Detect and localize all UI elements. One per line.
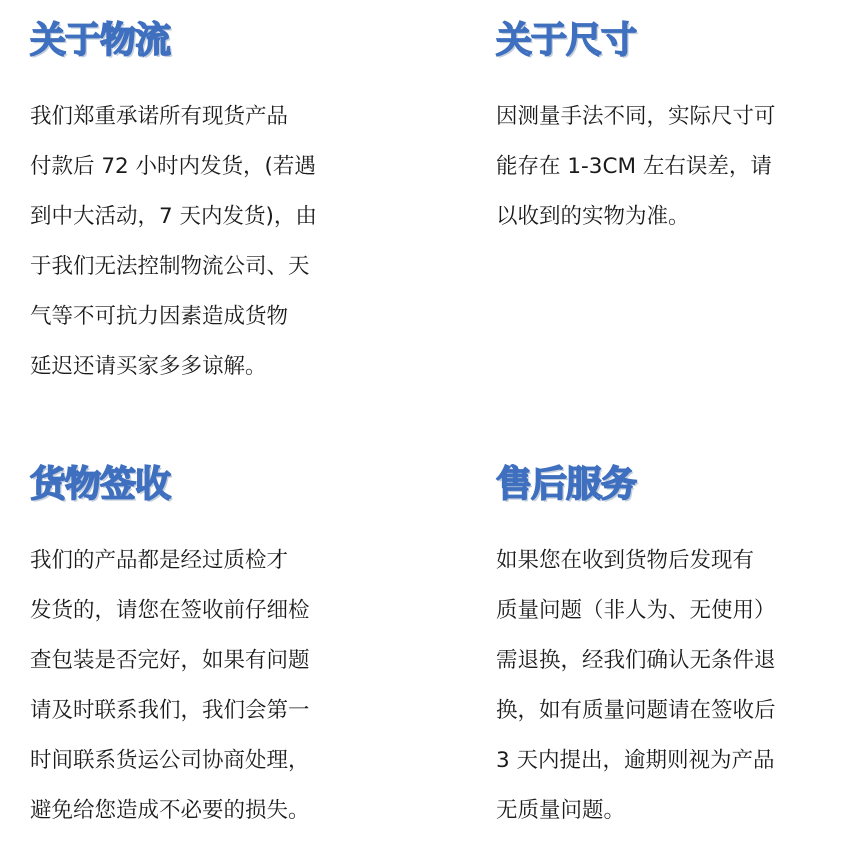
size-heading: 关于尺寸 (496, 20, 637, 61)
logistics-heading: 关于物流 (30, 20, 171, 61)
size-text: 因测量手法不同，实际尺寸可 能存在 1-3CM 左右误差，请 以收到的实物为准。 (496, 104, 776, 229)
receipt-text: 我们的产品都是经过质检才 发货的，请您在签收前仔细检 查包装是否完好，如果有问题 请及时联系我们，我们会第一 时间联系货运公司协商处理， 避免给您造成不必要的损失。 (30, 548, 310, 823)
section-receipt (30, 462, 350, 836)
after-sales-heading: 售后服务 (496, 464, 637, 505)
section-size (496, 18, 816, 242)
logistics-text: 我们郑重承诺所有现货产品 付款后 72 小时内发货，(若遇 到中大活动，7 天内发货)，由 于我们无法控制物流公司、天 气等不可抗力因素造成货物 延迟还请买家多多谅解。 (30, 104, 317, 379)
section-after-sales (496, 462, 816, 836)
receipt-heading: 货物签收 (30, 464, 171, 505)
after-sales-text: 如果您在收到货物后发现有 质量问题（非人为、无使用） 需退换，经我们确认无条件退 换，如有质量问题请在签收后 3 天内提出，逾期则视为产品 无质量问题。 (496, 548, 776, 823)
section-logistics (30, 18, 350, 392)
